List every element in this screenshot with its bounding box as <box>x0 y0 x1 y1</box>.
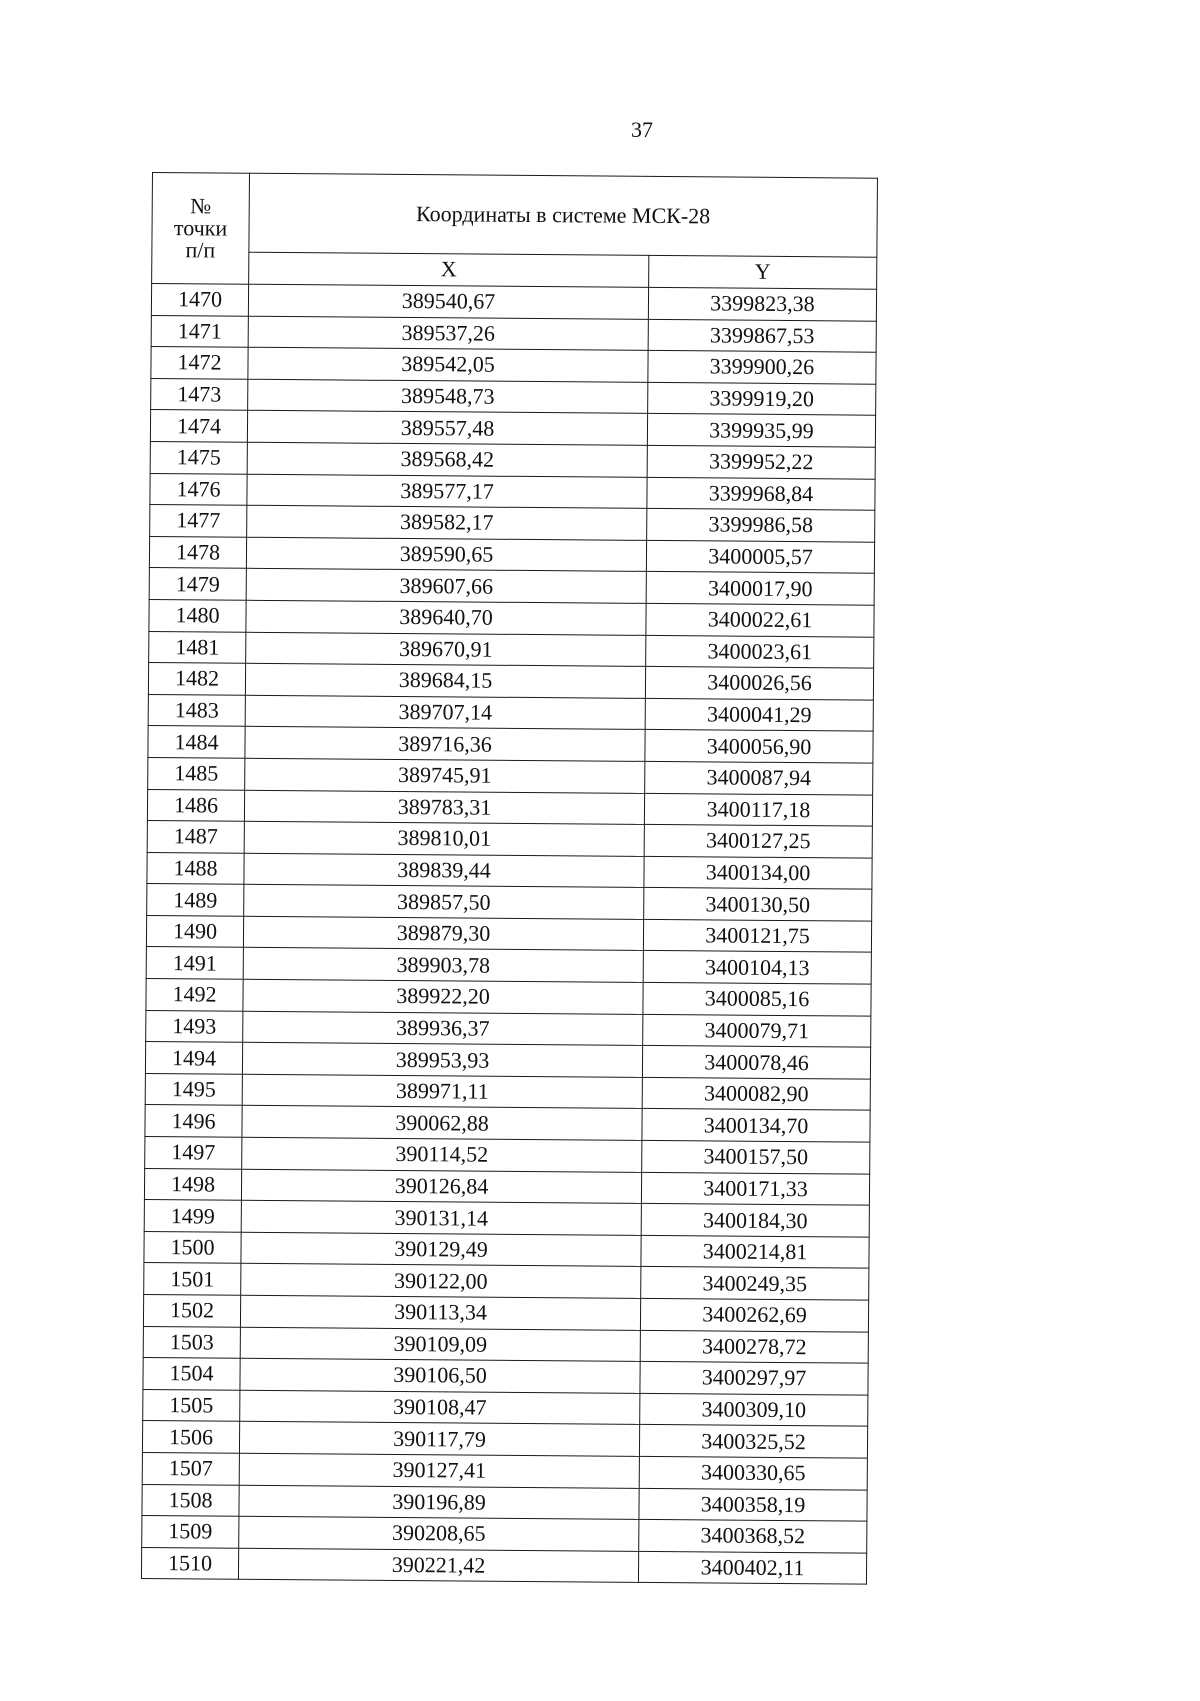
point-number-cell: 1479 <box>149 568 246 600</box>
point-number-cell: 1509 <box>142 1516 239 1548</box>
point-number-cell: 1486 <box>147 789 244 821</box>
y-coordinate-cell: 3400278,72 <box>640 1330 868 1363</box>
x-coordinate-cell: 389577,17 <box>247 474 647 509</box>
point-number-header <box>152 173 250 285</box>
y-coordinate-cell: 3400157,50 <box>642 1140 870 1173</box>
point-number-cell: 1503 <box>143 1326 240 1358</box>
x-coordinate-cell: 390108,47 <box>240 1390 640 1425</box>
x-coordinate-cell: 389936,37 <box>243 1011 643 1046</box>
point-number-cell: 1502 <box>143 1294 240 1326</box>
y-coordinate-cell: 3400022,61 <box>646 603 874 636</box>
y-coordinate-cell: 3400214,81 <box>641 1235 869 1268</box>
x-coordinate-cell: 390131,14 <box>241 1200 641 1235</box>
y-coordinate-cell: 3400023,61 <box>646 635 874 668</box>
y-coordinate-cell: 3400087,94 <box>645 761 873 794</box>
y-coordinate-cell: 3400127,25 <box>644 824 872 857</box>
point-number-cell: 1504 <box>143 1358 240 1390</box>
point-word: точки <box>173 215 228 241</box>
x-coordinate-cell: 389810,01 <box>244 821 644 856</box>
y-coordinate-cell: 3400249,35 <box>641 1267 869 1300</box>
point-number-cell: 1496 <box>145 1105 242 1137</box>
x-coordinate-cell: 389857,50 <box>244 885 644 920</box>
point-number-cell: 1497 <box>145 1137 242 1169</box>
x-coordinate-cell: 389684,15 <box>245 663 645 698</box>
y-coordinate-cell: 3400079,71 <box>643 1014 871 1047</box>
coordinates-table <box>141 172 878 1585</box>
y-coordinate-cell: 3399968,84 <box>647 477 875 510</box>
x-coordinate-cell: 389548,73 <box>248 379 648 414</box>
y-coordinate-cell: 3400085,16 <box>643 982 871 1015</box>
y-coordinate-cell: 3400402,11 <box>638 1551 866 1584</box>
point-number-cell: 1473 <box>151 378 248 410</box>
point-number-cell: 1488 <box>147 852 244 884</box>
y-coordinate-cell: 3399935,99 <box>647 414 875 447</box>
y-coordinate-cell: 3400325,52 <box>639 1425 867 1458</box>
y-coordinate-cell: 3400171,33 <box>641 1172 869 1205</box>
point-number-cell: 1494 <box>145 1042 242 1074</box>
point-number-cell: 1500 <box>144 1231 241 1263</box>
x-coordinate-cell: 389582,17 <box>247 505 647 540</box>
x-coordinate-cell: 389971,11 <box>242 1074 642 1109</box>
point-number-cell: 1472 <box>151 347 248 379</box>
y-coordinate-cell: 3400026,56 <box>645 667 873 700</box>
x-coordinate-cell: 389903,78 <box>243 948 643 983</box>
x-coordinate-cell: 389670,91 <box>246 632 646 667</box>
x-coordinate-cell: 389590,65 <box>246 537 646 572</box>
y-coordinate-cell: 3400104,13 <box>643 951 871 984</box>
point-number-cell: 1495 <box>145 1073 242 1105</box>
x-coordinate-cell: 389640,70 <box>246 600 646 635</box>
point-number-cell: 1470 <box>151 284 248 316</box>
point-number-cell: 1482 <box>148 663 245 695</box>
x-coordinate-cell: 390062,88 <box>242 1106 642 1141</box>
point-number-cell: 1490 <box>146 915 243 947</box>
y-coordinate-cell: 3400121,75 <box>643 919 871 952</box>
point-number-cell: 1483 <box>148 694 245 726</box>
x-column-header: X <box>249 252 649 288</box>
x-coordinate-cell: 389540,67 <box>248 284 648 319</box>
point-number-cell: 1480 <box>149 599 246 631</box>
ordinal-abbrev: п/п <box>185 237 216 263</box>
point-number-cell: 1487 <box>147 821 244 853</box>
x-coordinate-cell: 390113,34 <box>240 1295 640 1330</box>
y-coordinate-cell: 3400056,90 <box>645 730 873 763</box>
x-coordinate-cell: 389879,30 <box>243 916 643 951</box>
point-number-cell: 1489 <box>147 884 244 916</box>
x-coordinate-cell: 390196,89 <box>239 1485 639 1520</box>
y-coordinate-cell: 3400082,90 <box>642 1077 870 1110</box>
y-coordinate-cell: 3399952,22 <box>647 445 875 478</box>
x-coordinate-cell: 389557,48 <box>247 411 647 446</box>
page-number: 37 <box>631 117 653 142</box>
x-coordinate-cell: 389922,20 <box>243 979 643 1014</box>
point-number-cell: 1501 <box>144 1263 241 1295</box>
y-coordinate-cell: 3400309,10 <box>640 1393 868 1426</box>
y-coordinate-cell: 3400041,29 <box>645 698 873 731</box>
y-coordinate-cell: 3399867,53 <box>648 319 876 352</box>
x-coordinate-cell: 389745,91 <box>245 758 645 793</box>
point-number-cell: 1510 <box>141 1547 238 1579</box>
x-coordinate-cell: 390221,42 <box>238 1548 638 1583</box>
x-coordinate-cell: 390208,65 <box>239 1516 639 1551</box>
point-number-cell: 1485 <box>148 757 245 789</box>
x-coordinate-cell: 389537,26 <box>248 316 648 351</box>
point-number-cell: 1481 <box>149 631 246 663</box>
table-row <box>141 1547 866 1584</box>
y-coordinate-cell: 3399900,26 <box>648 351 876 384</box>
point-number-cell: 1505 <box>143 1389 240 1421</box>
y-coordinate-cell: 3400078,46 <box>642 1046 870 1079</box>
x-coordinate-cell: 390129,49 <box>241 1232 641 1267</box>
y-coordinate-cell: 3399919,20 <box>648 382 876 415</box>
point-number-cell: 1506 <box>142 1421 239 1453</box>
point-number-cell: 1477 <box>150 505 247 537</box>
y-coordinate-cell: 3400297,97 <box>640 1362 868 1395</box>
x-coordinate-cell: 389716,36 <box>245 727 645 762</box>
y-coordinate-cell: 3400017,90 <box>646 572 874 605</box>
y-coordinate-cell: 3400130,50 <box>644 888 872 921</box>
y-coordinate-cell: 3400005,57 <box>646 540 874 573</box>
table-header <box>152 173 878 290</box>
point-number-cell: 1498 <box>144 1168 241 1200</box>
x-coordinate-cell: 389783,31 <box>244 790 644 825</box>
y-coordinate-cell: 3400184,30 <box>641 1204 869 1237</box>
point-number-cell: 1492 <box>146 979 243 1011</box>
point-number-cell: 1474 <box>150 410 247 442</box>
x-coordinate-cell: 390127,41 <box>239 1453 639 1488</box>
x-coordinate-cell: 389568,42 <box>247 442 647 477</box>
table-body <box>141 284 876 1585</box>
y-coordinate-cell: 3400134,00 <box>644 856 872 889</box>
point-number-cell: 1508 <box>142 1484 239 1516</box>
y-coordinate-cell: 3400330,65 <box>639 1456 867 1489</box>
point-number-cell: 1507 <box>142 1452 239 1484</box>
y-coordinate-cell: 3400262,69 <box>640 1298 868 1331</box>
point-number-cell: 1475 <box>150 441 247 473</box>
y-coordinate-cell: 3400117,18 <box>644 793 872 826</box>
point-number-cell: 1499 <box>144 1200 241 1232</box>
y-coordinate-cell: 3400134,70 <box>642 1109 870 1142</box>
y-column-header: Y <box>649 255 877 289</box>
y-coordinate-cell: 3400368,52 <box>639 1520 867 1553</box>
x-coordinate-cell: 389953,93 <box>242 1042 642 1077</box>
y-coordinate-cell: 3400358,19 <box>639 1488 867 1521</box>
x-coordinate-cell: 390109,09 <box>240 1327 640 1362</box>
coordinates-title: Координаты в системе МСК-28 <box>249 173 878 256</box>
y-coordinate-cell: 3399823,38 <box>648 287 876 320</box>
x-coordinate-cell: 389707,14 <box>245 695 645 730</box>
point-number-cell: 1491 <box>146 947 243 979</box>
x-coordinate-cell: 389839,44 <box>244 853 644 888</box>
x-coordinate-cell: 389542,05 <box>248 347 648 382</box>
point-number-cell: 1484 <box>148 726 245 758</box>
x-coordinate-cell: 389607,66 <box>246 569 646 604</box>
point-number-cell: 1493 <box>146 1010 243 1042</box>
x-coordinate-cell: 390106,50 <box>240 1358 640 1393</box>
x-coordinate-cell: 390114,52 <box>242 1137 642 1172</box>
y-coordinate-cell: 3399986,58 <box>647 509 875 542</box>
x-coordinate-cell: 390126,84 <box>241 1169 641 1204</box>
point-number-cell: 1471 <box>151 315 248 347</box>
x-coordinate-cell: 390122,00 <box>241 1264 641 1299</box>
point-number-cell: 1476 <box>150 473 247 505</box>
number-sign: № <box>190 193 212 219</box>
point-number-cell: 1478 <box>149 536 246 568</box>
x-coordinate-cell: 390117,79 <box>239 1422 639 1457</box>
